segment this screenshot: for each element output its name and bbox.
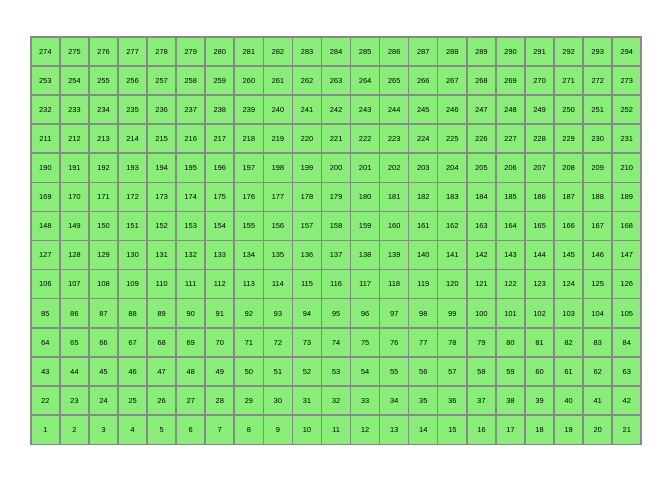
grid-cell: 4 xyxy=(119,416,147,444)
grid-cell: 188 xyxy=(584,183,612,211)
grid-cell: 290 xyxy=(497,38,525,66)
grid-cell: 159 xyxy=(351,212,379,240)
grid-cell: 63 xyxy=(613,358,641,386)
grid-cell: 46 xyxy=(119,358,147,386)
grid-cell: 103 xyxy=(555,299,583,327)
grid-cell: 59 xyxy=(497,358,525,386)
grid-cell: 138 xyxy=(351,241,379,269)
grid-cell: 49 xyxy=(206,358,234,386)
grid-cell: 171 xyxy=(90,183,118,211)
grid-cell: 106 xyxy=(32,270,60,298)
grid-cell: 281 xyxy=(235,38,263,66)
grid-cell: 280 xyxy=(206,38,234,66)
grid-cell: 255 xyxy=(90,67,118,95)
grid-cell: 260 xyxy=(235,67,263,95)
numbered-grid xyxy=(30,36,642,445)
grid-cell: 134 xyxy=(235,241,263,269)
grid-cell: 264 xyxy=(351,67,379,95)
grid-cell: 85 xyxy=(32,299,60,327)
grid-cell: 189 xyxy=(613,183,641,211)
grid-cell: 33 xyxy=(351,387,379,415)
grid-cell: 61 xyxy=(555,358,583,386)
grid-cell: 110 xyxy=(148,270,176,298)
grid-cell: 226 xyxy=(468,125,496,153)
grid-cell: 29 xyxy=(235,387,263,415)
grid-cell: 212 xyxy=(61,125,89,153)
grid-cell: 136 xyxy=(293,241,321,269)
grid-cell: 74 xyxy=(322,329,350,357)
grid-cell: 215 xyxy=(148,125,176,153)
grid-cell: 239 xyxy=(235,96,263,124)
grid-cell: 213 xyxy=(90,125,118,153)
grid-cell: 128 xyxy=(61,241,89,269)
grid-cell: 68 xyxy=(148,329,176,357)
grid-cell: 266 xyxy=(409,67,437,95)
grid-cell: 279 xyxy=(177,38,205,66)
grid-cell: 99 xyxy=(438,299,466,327)
grid-cell: 195 xyxy=(177,154,205,182)
grid-cell: 51 xyxy=(264,358,292,386)
grid-cell: 121 xyxy=(468,270,496,298)
grid-cell: 79 xyxy=(468,329,496,357)
grid-cell: 278 xyxy=(148,38,176,66)
grid-cell: 289 xyxy=(468,38,496,66)
grid-cell: 269 xyxy=(497,67,525,95)
grid-cell: 9 xyxy=(264,416,292,444)
grid-cell: 155 xyxy=(235,212,263,240)
grid-cell: 80 xyxy=(497,329,525,357)
grid-cell: 98 xyxy=(409,299,437,327)
grid-cell: 113 xyxy=(235,270,263,298)
grid-cell: 125 xyxy=(584,270,612,298)
grid-cell: 24 xyxy=(90,387,118,415)
grid-cell: 97 xyxy=(380,299,408,327)
grid-cell: 149 xyxy=(61,212,89,240)
grid-cell: 173 xyxy=(148,183,176,211)
grid-cell: 262 xyxy=(293,67,321,95)
grid-cell: 34 xyxy=(380,387,408,415)
grid-cell: 204 xyxy=(438,154,466,182)
grid-cell: 48 xyxy=(177,358,205,386)
grid-cell: 66 xyxy=(90,329,118,357)
grid-cell: 224 xyxy=(409,125,437,153)
grid-cell: 240 xyxy=(264,96,292,124)
grid-cell: 101 xyxy=(497,299,525,327)
grid-cell: 263 xyxy=(322,67,350,95)
grid-cell: 44 xyxy=(61,358,89,386)
grid-cell: 257 xyxy=(148,67,176,95)
grid-cell: 50 xyxy=(235,358,263,386)
grid-cell: 23 xyxy=(61,387,89,415)
grid-cell: 30 xyxy=(264,387,292,415)
grid-cell: 196 xyxy=(206,154,234,182)
grid-cell: 294 xyxy=(613,38,641,66)
grid-cell: 119 xyxy=(409,270,437,298)
grid-cell: 21 xyxy=(613,416,641,444)
grid-cell: 54 xyxy=(351,358,379,386)
grid-cell: 270 xyxy=(526,67,554,95)
grid-cell: 41 xyxy=(584,387,612,415)
grid-cell: 1 xyxy=(32,416,60,444)
grid-cell: 47 xyxy=(148,358,176,386)
grid-cell: 235 xyxy=(119,96,147,124)
grid-cell: 26 xyxy=(148,387,176,415)
grid-cell: 12 xyxy=(351,416,379,444)
grid-cell: 276 xyxy=(90,38,118,66)
grid-cell: 162 xyxy=(438,212,466,240)
grid-cell: 258 xyxy=(177,67,205,95)
grid-cell: 15 xyxy=(438,416,466,444)
grid-cell: 169 xyxy=(32,183,60,211)
grid-cell: 133 xyxy=(206,241,234,269)
grid-cell: 83 xyxy=(584,329,612,357)
grid-cell: 7 xyxy=(206,416,234,444)
grid-cell: 86 xyxy=(61,299,89,327)
grid-cell: 229 xyxy=(555,125,583,153)
grid-cell: 104 xyxy=(584,299,612,327)
grid-cell: 225 xyxy=(438,125,466,153)
grid-cell: 130 xyxy=(119,241,147,269)
grid-cell: 117 xyxy=(351,270,379,298)
grid-cell: 185 xyxy=(497,183,525,211)
grid-cell: 180 xyxy=(351,183,379,211)
grid-cell: 17 xyxy=(497,416,525,444)
grid-cell: 151 xyxy=(119,212,147,240)
grid-cell: 16 xyxy=(468,416,496,444)
grid-cell: 152 xyxy=(148,212,176,240)
grid-cell: 53 xyxy=(322,358,350,386)
grid-cell: 216 xyxy=(177,125,205,153)
grid-cell: 179 xyxy=(322,183,350,211)
grid-cell: 60 xyxy=(526,358,554,386)
grid-cell: 163 xyxy=(468,212,496,240)
grid-cell: 206 xyxy=(497,154,525,182)
grid-cell: 118 xyxy=(380,270,408,298)
grid-cell: 170 xyxy=(61,183,89,211)
grid-cell: 177 xyxy=(264,183,292,211)
grid-cell: 93 xyxy=(264,299,292,327)
grid-cell: 43 xyxy=(32,358,60,386)
grid-cell: 249 xyxy=(526,96,554,124)
grid-cell: 234 xyxy=(90,96,118,124)
grid-cell: 267 xyxy=(438,67,466,95)
grid-cell: 214 xyxy=(119,125,147,153)
grid-cell: 284 xyxy=(322,38,350,66)
grid-cell: 2 xyxy=(61,416,89,444)
grid-cell: 90 xyxy=(177,299,205,327)
grid-cell: 39 xyxy=(526,387,554,415)
grid-cell: 139 xyxy=(380,241,408,269)
grid-cell: 100 xyxy=(468,299,496,327)
grid-cell: 252 xyxy=(613,96,641,124)
grid-cell: 91 xyxy=(206,299,234,327)
grid-cell: 67 xyxy=(119,329,147,357)
grid-cell: 241 xyxy=(293,96,321,124)
grid-cell: 184 xyxy=(468,183,496,211)
grid-cell: 131 xyxy=(148,241,176,269)
grid-cell: 217 xyxy=(206,125,234,153)
grid-cell: 250 xyxy=(555,96,583,124)
grid-cell: 245 xyxy=(409,96,437,124)
grid-cell: 8 xyxy=(235,416,263,444)
grid-cell: 73 xyxy=(293,329,321,357)
grid-cell: 77 xyxy=(409,329,437,357)
grid-cell: 203 xyxy=(409,154,437,182)
grid-cell: 286 xyxy=(380,38,408,66)
grid-cell: 35 xyxy=(409,387,437,415)
grid-cell: 82 xyxy=(555,329,583,357)
grid-cell: 191 xyxy=(61,154,89,182)
grid-cell: 157 xyxy=(293,212,321,240)
grid-cell: 164 xyxy=(497,212,525,240)
grid-cell: 81 xyxy=(526,329,554,357)
grid-cell: 288 xyxy=(438,38,466,66)
grid-cell: 102 xyxy=(526,299,554,327)
grid-cell: 111 xyxy=(177,270,205,298)
grid-cell: 253 xyxy=(32,67,60,95)
grid-cell: 287 xyxy=(409,38,437,66)
grid-cell: 282 xyxy=(264,38,292,66)
grid-cell: 75 xyxy=(351,329,379,357)
grid-cell: 95 xyxy=(322,299,350,327)
grid-cell: 137 xyxy=(322,241,350,269)
grid-cell: 283 xyxy=(293,38,321,66)
grid-cell: 20 xyxy=(584,416,612,444)
grid-cell: 187 xyxy=(555,183,583,211)
grid-cell: 211 xyxy=(32,125,60,153)
grid-cell: 199 xyxy=(293,154,321,182)
grid-cell: 186 xyxy=(526,183,554,211)
grid-cell: 158 xyxy=(322,212,350,240)
grid-cell: 154 xyxy=(206,212,234,240)
grid-cell: 201 xyxy=(351,154,379,182)
grid-cell: 242 xyxy=(322,96,350,124)
grid-cell: 219 xyxy=(264,125,292,153)
grid-cell: 247 xyxy=(468,96,496,124)
grid-cell: 132 xyxy=(177,241,205,269)
grid-cell: 10 xyxy=(293,416,321,444)
grid-cell: 105 xyxy=(613,299,641,327)
grid-cell: 193 xyxy=(119,154,147,182)
grid-cell: 165 xyxy=(526,212,554,240)
grid-cell: 259 xyxy=(206,67,234,95)
grid-cell: 292 xyxy=(555,38,583,66)
grid-cell: 293 xyxy=(584,38,612,66)
grid-cell: 124 xyxy=(555,270,583,298)
grid-cell: 272 xyxy=(584,67,612,95)
grid-cell: 40 xyxy=(555,387,583,415)
grid-cell: 182 xyxy=(409,183,437,211)
grid-cell: 70 xyxy=(206,329,234,357)
grid-cell: 220 xyxy=(293,125,321,153)
grid-cell: 37 xyxy=(468,387,496,415)
grid-cell: 56 xyxy=(409,358,437,386)
grid-cell: 232 xyxy=(32,96,60,124)
grid-cell: 223 xyxy=(380,125,408,153)
grid-cell: 238 xyxy=(206,96,234,124)
grid-cell: 52 xyxy=(293,358,321,386)
grid-cell: 146 xyxy=(584,241,612,269)
grid-cell: 32 xyxy=(322,387,350,415)
grid-cell: 38 xyxy=(497,387,525,415)
grid-cell: 87 xyxy=(90,299,118,327)
grid-cell: 176 xyxy=(235,183,263,211)
grid-cell: 265 xyxy=(380,67,408,95)
grid-cell: 277 xyxy=(119,38,147,66)
grid-cell: 65 xyxy=(61,329,89,357)
grid-cell: 88 xyxy=(119,299,147,327)
grid-cell: 167 xyxy=(584,212,612,240)
grid-cell: 243 xyxy=(351,96,379,124)
grid-cell: 11 xyxy=(322,416,350,444)
grid-cell: 192 xyxy=(90,154,118,182)
grid-cell: 115 xyxy=(293,270,321,298)
grid-cell: 142 xyxy=(468,241,496,269)
grid-cell: 72 xyxy=(264,329,292,357)
grid-cell: 218 xyxy=(235,125,263,153)
grid-cell: 45 xyxy=(90,358,118,386)
grid-cell: 228 xyxy=(526,125,554,153)
grid-cell: 166 xyxy=(555,212,583,240)
grid-cell: 208 xyxy=(555,154,583,182)
grid-cell: 112 xyxy=(206,270,234,298)
grid-cell: 172 xyxy=(119,183,147,211)
grid-cell: 92 xyxy=(235,299,263,327)
grid-cell: 183 xyxy=(438,183,466,211)
grid-cell: 107 xyxy=(61,270,89,298)
grid-cell: 145 xyxy=(555,241,583,269)
grid-cell: 237 xyxy=(177,96,205,124)
grid-cell: 181 xyxy=(380,183,408,211)
grid-cell: 127 xyxy=(32,241,60,269)
grid-cell: 62 xyxy=(584,358,612,386)
grid-cell: 251 xyxy=(584,96,612,124)
grid-cell: 246 xyxy=(438,96,466,124)
grid-cell: 58 xyxy=(468,358,496,386)
grid-cell: 236 xyxy=(148,96,176,124)
grid-cell: 36 xyxy=(438,387,466,415)
grid-cell: 64 xyxy=(32,329,60,357)
grid-cell: 25 xyxy=(119,387,147,415)
grid-cell: 161 xyxy=(409,212,437,240)
grid-cell: 31 xyxy=(293,387,321,415)
grid-cell: 254 xyxy=(61,67,89,95)
grid-cell: 3 xyxy=(90,416,118,444)
grid-cell: 205 xyxy=(468,154,496,182)
grid-cell: 190 xyxy=(32,154,60,182)
grid-cell: 261 xyxy=(264,67,292,95)
grid-cell: 248 xyxy=(497,96,525,124)
grid-cell: 197 xyxy=(235,154,263,182)
grid-cell: 18 xyxy=(526,416,554,444)
grid-cell: 114 xyxy=(264,270,292,298)
grid-cell: 274 xyxy=(32,38,60,66)
grid-cell: 153 xyxy=(177,212,205,240)
grid-cell: 76 xyxy=(380,329,408,357)
grid-cell: 147 xyxy=(613,241,641,269)
grid-cell: 5 xyxy=(148,416,176,444)
grid-cell: 202 xyxy=(380,154,408,182)
grid-cell: 108 xyxy=(90,270,118,298)
grid-cell: 57 xyxy=(438,358,466,386)
grid-cell: 209 xyxy=(584,154,612,182)
grid-cell: 71 xyxy=(235,329,263,357)
grid-cell: 175 xyxy=(206,183,234,211)
grid-cell: 244 xyxy=(380,96,408,124)
grid-cell: 19 xyxy=(555,416,583,444)
grid-cell: 291 xyxy=(526,38,554,66)
grid-cell: 55 xyxy=(380,358,408,386)
grid-cell: 256 xyxy=(119,67,147,95)
grid-cell: 116 xyxy=(322,270,350,298)
grid-cell: 178 xyxy=(293,183,321,211)
grid-cell: 140 xyxy=(409,241,437,269)
grid-cell: 120 xyxy=(438,270,466,298)
grid-cell: 42 xyxy=(613,387,641,415)
grid-cell: 174 xyxy=(177,183,205,211)
grid-cell: 285 xyxy=(351,38,379,66)
grid-cell: 6 xyxy=(177,416,205,444)
grid-cell: 143 xyxy=(497,241,525,269)
grid-cell: 233 xyxy=(61,96,89,124)
grid-cell: 227 xyxy=(497,125,525,153)
grid-cell: 13 xyxy=(380,416,408,444)
grid-cell: 22 xyxy=(32,387,60,415)
grid-cell: 89 xyxy=(148,299,176,327)
grid-cell: 231 xyxy=(613,125,641,153)
grid-cell: 27 xyxy=(177,387,205,415)
grid-cell: 194 xyxy=(148,154,176,182)
grid-cell: 150 xyxy=(90,212,118,240)
grid-cell: 207 xyxy=(526,154,554,182)
grid-cell: 144 xyxy=(526,241,554,269)
grid-cell: 230 xyxy=(584,125,612,153)
grid-cell: 123 xyxy=(526,270,554,298)
grid-cell: 148 xyxy=(32,212,60,240)
grid-cell: 222 xyxy=(351,125,379,153)
grid-cell: 126 xyxy=(613,270,641,298)
grid-cell: 96 xyxy=(351,299,379,327)
grid-cell: 94 xyxy=(293,299,321,327)
grid-cell: 109 xyxy=(119,270,147,298)
grid-cell: 275 xyxy=(61,38,89,66)
grid-cell: 122 xyxy=(497,270,525,298)
grid-cell: 160 xyxy=(380,212,408,240)
grid-cell: 14 xyxy=(409,416,437,444)
grid-cell: 268 xyxy=(468,67,496,95)
grid-cell: 168 xyxy=(613,212,641,240)
grid-cell: 210 xyxy=(613,154,641,182)
grid-cell: 198 xyxy=(264,154,292,182)
grid-cell: 273 xyxy=(613,67,641,95)
grid-cell: 271 xyxy=(555,67,583,95)
grid-cell: 28 xyxy=(206,387,234,415)
grid-cell: 221 xyxy=(322,125,350,153)
grid-cell: 156 xyxy=(264,212,292,240)
grid-cell: 141 xyxy=(438,241,466,269)
grid-cell: 135 xyxy=(264,241,292,269)
grid-cell: 78 xyxy=(438,329,466,357)
grid-cell: 129 xyxy=(90,241,118,269)
grid-cell: 84 xyxy=(613,329,641,357)
grid-cell: 69 xyxy=(177,329,205,357)
grid-cell: 200 xyxy=(322,154,350,182)
